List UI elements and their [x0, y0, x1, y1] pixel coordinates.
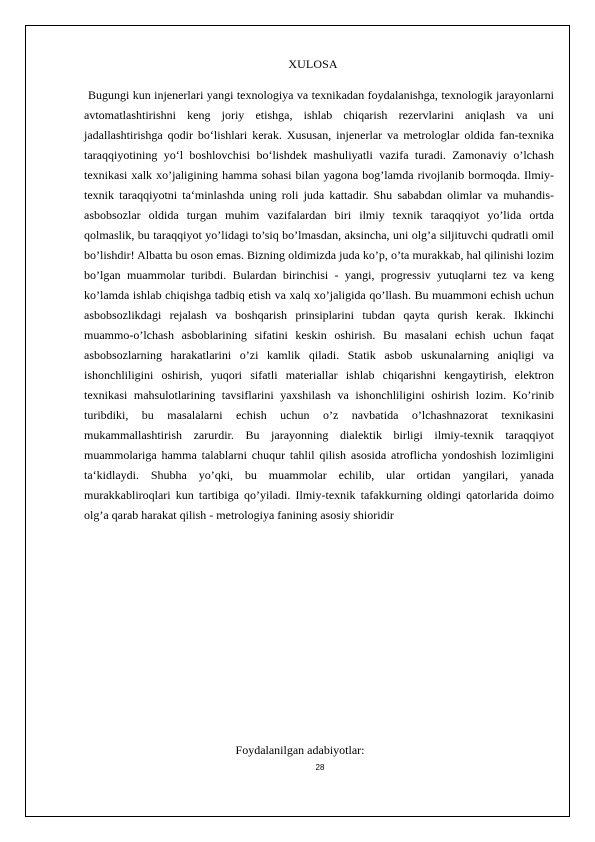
page-title: XULOSA	[288, 57, 338, 71]
conclusion-paragraph: Bugungi kun injenerlari yangi texnologiya va texnikadan foydalanishga, texnologik jarayonlarni avtomatlashtirishni keng joriy etishga, ishlab chiqarish rezervlarini aniqlash va uni jadallashtirishga qodir bo‘lishlari kerak. Xususan, injenerlar va metrologlar oldida fan-texnika taraqqiyotining yo‘l boshlovchisi bo‘lishdek mashuliyatli vazifa turadi. Zamonaviy o’lchash texnikasi xalk xo’jaligining hamma sohasi bilan yagona bog’lamda rivojlanib bormoqda. Ilmiy-texnik taraqqiyotni ta‘minlashda uning roli juda kattadir. Shu sababdan olimlar va muhandis-asbobsozlar oldida turgan muhim vazifalardan biri ilmiy texnik taraqqiyot yo’lida ortda qolmaslik, bu taraqqiyot yo’lidagi to’siq bo’lmasdan, aksincha, uni olg’a siljituvchi qudratli omil bo’lishdir! Albatta bu oson emas. Bizning oldimizda juda ko’p, o’ta murakkab, hal qilinishi lozim bo’lgan muammolar turibdi. Bulardan birinchisi - yangi, progressiv yutuqlarni tez va keng ko’lamda ishlab chiqishga tadbiq etish va xalq xo’jaligida qo’llash. Bu muammoni echish uchun asbobsozlikdagi rejalash va boshqarish prinsiplarini tubdan qayta qurish kerak. Ikkinchi muammo-o’lchash asboblarining sifatini keskin oshirish. Bu masalani echish uchun faqat asbobsozlarning harakatlarini o’zi kamlik qiladi. Statik asbob uskunalarning aniqligi va ishonchliligini oshirish, yuqori sifatli materiallar ishlab chiqarishni kengaytirish, elektron texnikasi mahsulotlarining tavsiflarini yaxshilash va ishonchliligini oshirish lozim. Ko’rinib turibdiki, bu masalalarni echish uchun o’z navbatida o’lchashnazorat texnikasini mukammallashtirish zarurdir. Bu jarayonning dialektik birligi ilmiy-texnik taraqqiyot muammolariga hamma talablarni chuqur tahlil qilish asosida atroflicha yondoshish lozimligini ta‘kidlaydi. Shubha yo’qki, bu muammolar echilib, ular ortidan yangilari, yanada murakkabliroqlari kun tartibiga qo’yiladi. Ilmiy-texnik tafakkurning oldingi qatorlarida doimo olg’a qarab harakat qilish - metrologiya fanining asosiy shioridir	[84, 88, 554, 522]
references-heading: Foydalanilgan adabiyotlar:	[235, 743, 365, 757]
page-number: 28	[315, 763, 325, 772]
